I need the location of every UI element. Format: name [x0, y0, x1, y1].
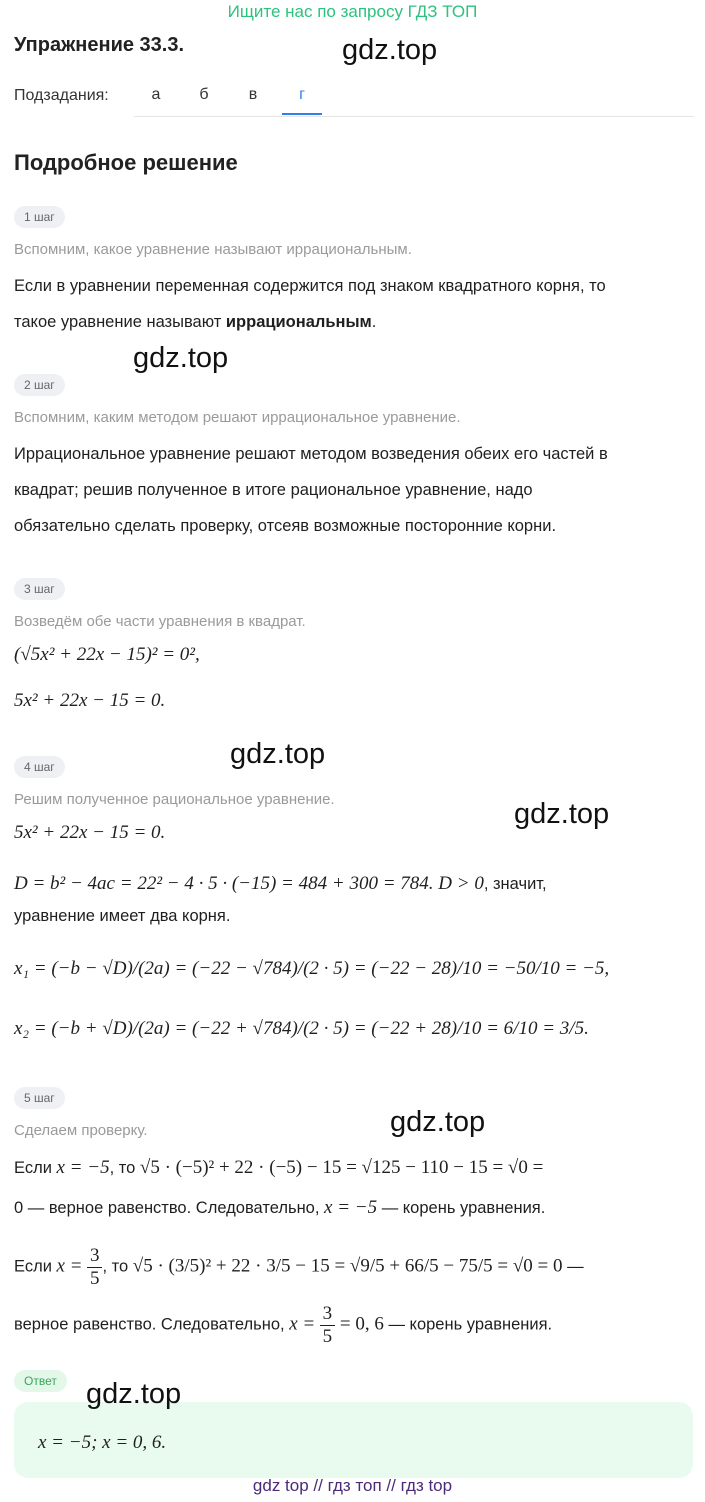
step-text: Если в уравнении переменная содержится под знаком квадратного корня, то [14, 277, 606, 295]
watermark: gdz.top [390, 1106, 486, 1138]
math-x-eq: x = −5 [56, 1157, 110, 1178]
watermark: gdz.top [133, 342, 229, 374]
check-line-2 [14, 1245, 584, 1290]
text-part: , то [102, 1257, 133, 1276]
step-hint: Решим полученное рациональное уравнение. [14, 791, 335, 808]
text-part: такое уравнение называют [14, 313, 226, 331]
subtask-tabs [134, 78, 694, 117]
text-part: , значит, [483, 875, 547, 893]
discriminant-line [14, 866, 547, 902]
tab-g[interactable]: г [299, 86, 305, 103]
text-part: , то [109, 1159, 140, 1177]
step-hint: Вспомним, какое уравнение называют иррациональным. [14, 241, 412, 258]
step-badge: 1 шаг [14, 206, 65, 228]
subtasks-label: Подзадания: [14, 87, 109, 104]
equation-root-1: x₁ = (−b − √D)/(2a) = (−22 − √784)/(2 · 5) = (−22 − 28)/10 = −50/10 = −5, [14, 958, 610, 979]
text-part: . [371, 313, 377, 331]
watermark: gdz.top [342, 34, 438, 66]
math-check: √5 · (3/5)² + 22 · 3/5 − 15 = √9/5 + 66/5 − 75/5 = √0 = 0 [132, 1255, 563, 1277]
tab-a[interactable]: а [151, 86, 161, 103]
text-part: 0 — верное равенство. Следовательно, [14, 1199, 325, 1217]
math-value: = 0, 6 [335, 1313, 384, 1335]
step-hint: Вспомним, каким методом решают иррациональное уравнение. [14, 409, 461, 426]
footer-links[interactable]: gdz top // гдз топ // гдз top [252, 1476, 453, 1495]
text-part: — корень уравнения. [377, 1199, 546, 1217]
step-text: квадрат; решив полученное в итоге рациональное уравнение, надо [14, 481, 533, 499]
step-text [14, 304, 376, 340]
step-text: Иррациональное уравнение решают методом возведения обеих его частей в [14, 445, 608, 463]
math-x-eq: x = [289, 1313, 316, 1335]
watermark: gdz.top [514, 798, 610, 830]
watermark: gdz.top [86, 1378, 182, 1410]
equation: (√5x² + 22x − 15)² = 0², [14, 644, 200, 665]
equation-root-2: x₂ = (−b + √D)/(2a) = (−22 + √784)/(2 · 5) = (−22 + 28)/10 = 6/10 = 3/5. [14, 1018, 589, 1039]
text-part: Если [14, 1159, 57, 1177]
text-part: Если [14, 1257, 57, 1276]
check-line-2b [14, 1303, 552, 1348]
watermark: gdz.top [230, 738, 326, 770]
fraction: $\frac{3}{5}$ [87, 1245, 103, 1290]
fraction: $\frac{3}{5}$ [320, 1303, 336, 1348]
equation: D = b² − 4ac = 22² − 4 · 5 · (−15) = 484 + 300 = 784. D > 0 [14, 873, 484, 894]
text-part: — [562, 1257, 584, 1276]
step-badge: 5 шаг [14, 1087, 65, 1109]
step-badge: 2 шаг [14, 374, 65, 396]
step-hint: Сделаем проверку. [14, 1122, 148, 1139]
text-part: верное равенство. Следовательно, [14, 1315, 290, 1334]
step-text: уравнение имеет два корня. [14, 907, 231, 925]
math-x-eq: x = [56, 1255, 83, 1277]
answer-text: x = −5; x = 0, 6. [38, 1432, 167, 1453]
check-line-1 [14, 1150, 543, 1186]
equation: 5x² + 22x − 15 = 0. [14, 690, 166, 711]
check-line-1b [14, 1190, 545, 1226]
tab-b[interactable]: б [199, 86, 209, 103]
step-text: обязательно сделать проверку, отсеяв возможные посторонние корни. [14, 517, 557, 535]
math-x-eq: x = −5 [324, 1197, 378, 1218]
tab-v[interactable]: в [248, 86, 258, 103]
search-banner[interactable]: Ищите нас по запросу ГДЗ ТОП [227, 2, 478, 21]
solution-heading: Подробное решение [14, 150, 238, 175]
active-tab-indicator [282, 113, 322, 115]
step-badge: 3 шаг [14, 578, 65, 600]
step-hint: Возведём обе части уравнения в квадрат. [14, 613, 306, 630]
answer-badge: Ответ [14, 1370, 67, 1392]
math-check: √5 · (−5)² + 22 · (−5) − 15 = √125 − 110 − 15 = √0 = [139, 1157, 544, 1178]
step-badge: 4 шаг [14, 756, 65, 778]
text-part: — корень уравнения. [383, 1315, 553, 1334]
page-title: Упражнение 33.3. [14, 34, 185, 56]
equation: 5x² + 22x − 15 = 0. [14, 822, 166, 843]
bold-term: иррациональным [225, 313, 372, 331]
